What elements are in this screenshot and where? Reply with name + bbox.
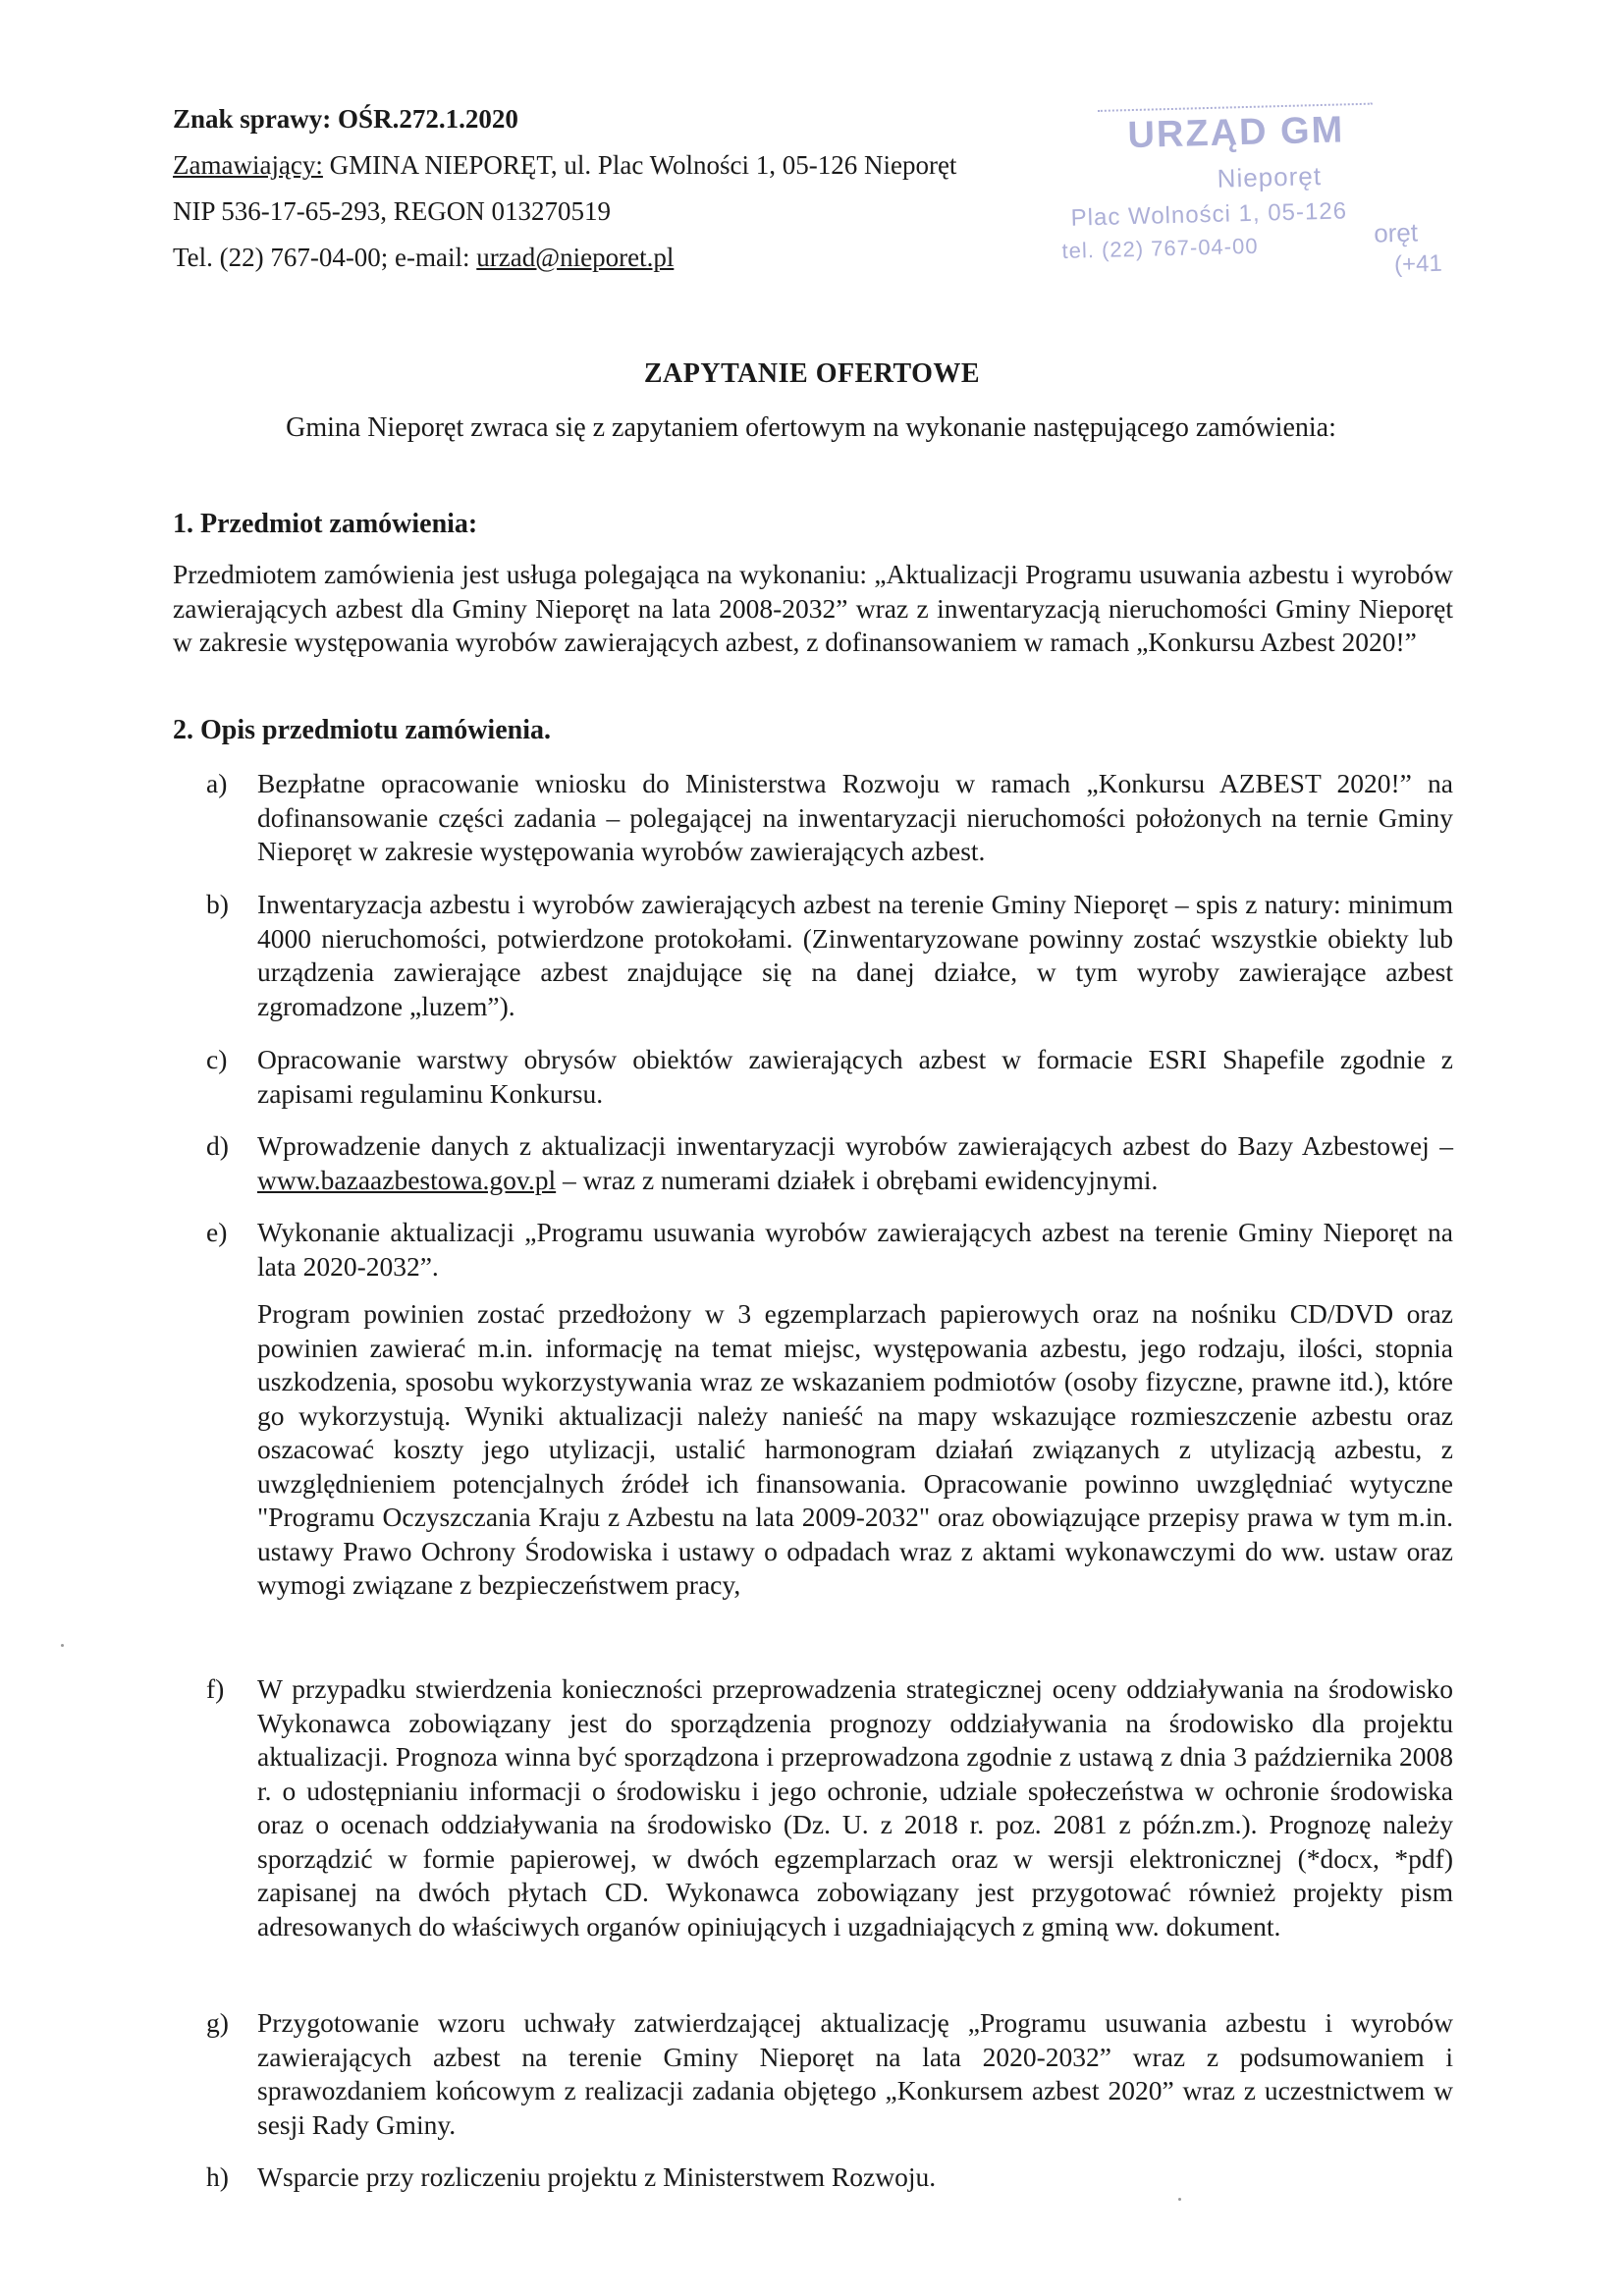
list-item-text: Bezpłatne opracowanie wniosku do Ministerstwa Rozwoju w ramach „Konkursu AZBEST 2020!” na dofinansowanie części zadania – polegającej na inwentaryzacji nieruchomości położonych na ternie Gminy Nieporęt w zakresie występowania wyrobów zawierających azbest.	[257, 768, 1453, 866]
office-stamp	[1039, 101, 1455, 279]
section-1-text: Przedmiotem zamówienia jest usługa polegająca na wykonaniu: „Aktualizacji Programu usuwania azbestu i wyrobów zawierających azbest dla Gminy Nieporęt na lata 2008-2032” wraz z inwentaryzacją nieruchomości Gminy Nieporęt w zakresie występowania wyrobów zawierających azbest, z dofinansowaniem w ramach „Konkursu Azbest 2020!”	[173, 559, 1453, 657]
case-number-label: Znak sprawy:	[173, 104, 332, 134]
document-title: ZAPYTANIE OFERTOWE	[643, 358, 981, 389]
scan-speck	[1178, 2198, 1181, 2201]
scan-speck	[61, 1644, 64, 1647]
document-header	[173, 96, 957, 281]
list-item-label: a)	[206, 768, 228, 798]
section-1-heading: 1. Przedmiot zamówienia:	[173, 509, 478, 539]
stamp-fragment-bottom: (+41	[1393, 249, 1443, 279]
stamp-line-town: Nieporęt	[1217, 161, 1323, 193]
list-item-label: h)	[206, 2161, 229, 2192]
email-link[interactable]: urzad@nieporet.pl	[476, 243, 675, 272]
list-item-label: d)	[206, 1130, 229, 1161]
stamp-fragment-right: oręt	[1373, 217, 1419, 248]
list-item-label: b)	[206, 889, 229, 919]
list-item-continuation: Program powinien zostać przedłożony w 3 egzemplarzach papierowych oraz na nośniku CD/DVD oraz powinien zawierać m.in. informację na temat miejsc, występowania azbestu, jego rodzaju, ilości, stopnia uszkodzenia, sposobu wykorzystywania wraz ze wskazaniem podmiotów (osoby fizyczne, prawne itd.), które go wykorzystują. Wyniki aktualizacji należy nanieść na mapy wskazujące rozmieszczenie azbestu oraz oszacować koszty jego utylizacji, ustalić harmonogram działań związanych z utylizacją azbestu, z uwzględnieniem potencjalnych źródeł ich finansowania. Opracowanie powinno uwzględniać wytyczne "Programu Oczyszczania Kraju z Azbestu na lata 2009-2032" oraz obowiązujące przepisy prawa w tym m.in. ustawy Prawo Ochrony Środowiska i ustawy o odpadach wraz z aktami wykonawczymi do ww. ustaw oraz wymogi związane z bezpieczeństwem pracy,	[257, 1298, 1453, 1600]
list-item-text: Przygotowanie wzoru uchwały zatwierdzającej aktualizację „Programu usuwania azbestu i wyrobów zawierających azbest na terenie Gminy Nieporęt na lata 2020-2032” wraz z podsumowaniem i sprawozdaniem końcowym z realizacji zadania objętego „Konkursem azbest 2020” wraz z uczestnictwem w sesji Rady Gminy.	[257, 2007, 1453, 2140]
buyer-line	[173, 142, 957, 189]
bazaazbestowa-link[interactable]: www.bazaazbestowa.gov.pl	[257, 1164, 557, 1195]
stamp-line-address: Plac Wolności 1, 05-126	[1070, 197, 1348, 232]
list-item-label: c)	[206, 1044, 228, 1074]
tax-ids-line: NIP 536-17-65-293, REGON 013270519	[173, 196, 611, 226]
stamp-line-phone: tel. (22) 767-04-00	[1061, 233, 1259, 263]
list-item-text: Wsparcie przy rozliczeniu projektu z Ministerstwem Rozwoju.	[257, 2161, 937, 2192]
list-item-a	[206, 767, 1453, 869]
list-item-g	[206, 2006, 1453, 2142]
case-number-line	[173, 96, 919, 142]
phone-text: Tel. (22) 767-04-00; e-mail:	[173, 243, 477, 272]
list-item-label: f)	[206, 1673, 225, 1704]
list-item-text: Inwentaryzacja azbestu i wyrobów zawierających azbest na terenie Gminy Nieporęt – spis z natury: minimum 4000 nieruchomości, potwierdzone protokołami. (Zinwentaryzowane powinny zostać wszystkie obiekty lub urządzenia zawierające azbest znajdujące się na danej działce, w tym wyroby zawierające azbest zgromadzone „luzem”).	[257, 889, 1453, 1021]
list-item-e	[206, 1216, 1453, 1603]
list-item-text: Wykonanie aktualizacji „Programu usuwania wyrobów zawierających azbest na terenie Gminy Nieporęt na lata 2020-2032”.	[257, 1217, 1453, 1282]
buyer-address: GMINA NIEPORĘT, ul. Plac Wolności 1, 05-126 Nieporęt	[329, 150, 957, 180]
list-item-f	[206, 1672, 1453, 1943]
stamp-line-office: URZĄD GM	[1126, 109, 1345, 157]
list-item-text: Opracowanie warstwy obrysów obiektów zawierających azbest w formacie ESRI Shapefile zgodnie z zapisami regulaminu Konkursu.	[257, 1044, 1453, 1109]
item-d-text-before: Wprowadzenie danych z aktualizacji inwentaryzacji wyrobów zawierających azbest do Bazy Azbestowej –	[257, 1130, 1453, 1161]
list-item-label: e)	[206, 1217, 228, 1247]
item-d-text-after: – wraz z numerami działek i obrębami ewidencyjnymi.	[556, 1164, 1159, 1195]
list-item-text	[257, 1129, 1453, 1197]
list-item-b	[206, 888, 1453, 1023]
list-item-c	[206, 1043, 1453, 1111]
case-number-value: OŚR.272.1.2020	[338, 104, 518, 134]
list-item-d	[206, 1129, 1453, 1197]
list-item-text: W przypadku stwierdzenia konieczności przeprowadzenia strategicznej oceny oddziaływania na środowisko Wykonawca zobowiązany jest do sporządzenia prognozy oddziaływania na środowisko dla projektu aktualizacji. Prognoza winna być sporządzona i przeprowadzona zgodnie z ustawą z dnia 3 października 2008 r. o udostępnianiu informacji o środowisku i jego ochronie, udziale społeczeństwa w ochronie środowiska oraz o ocenach oddziaływania na środowisko (Dz. U. z 2018 r. poz. 2081 z późn.zm.). Prognozę należy sporządzić w formie papierowej, w dwóch egzemplarzach oraz w wersji elektronicznej (*docx, *pdf) zapisanej na dwóch płytach CD. Wykonawca zobowiązany jest przygotować również projekty pism adresowanych do właściwych organów opiniujących i uzgadniających z gminą ww. dokument.	[257, 1673, 1453, 1941]
contact-line	[173, 235, 919, 281]
intro-sentence: Gmina Nieporęt zwraca się z zapytaniem ofertowym na wykonanie następującego zamówienia:	[286, 412, 1336, 443]
buyer-label: Zamawiający:	[173, 150, 323, 180]
list-item-label: g)	[206, 2007, 229, 2038]
list-item-h	[206, 2160, 1453, 2195]
section-2-heading: 2. Opis przedmiotu zamówienia.	[173, 715, 551, 745]
